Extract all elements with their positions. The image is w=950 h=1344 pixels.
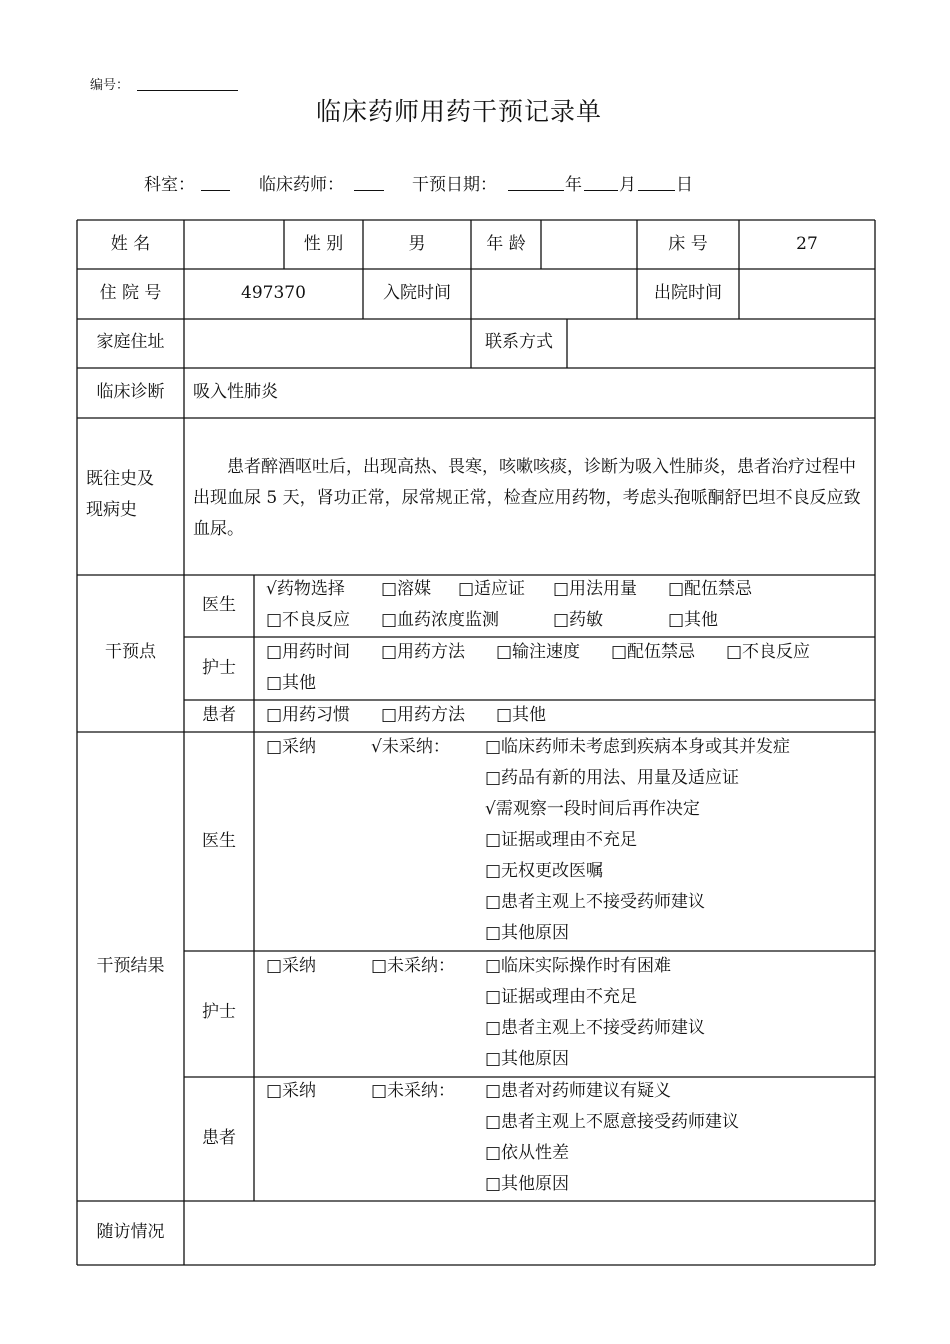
point-drug-selection-checkbox[interactable]: √药物选择 [266,579,345,599]
address-label: 家庭住址 [96,332,165,352]
results-doctor-label: 医生 [202,831,236,851]
department-field[interactable] [201,190,230,191]
date-label: 干预日期： [412,175,497,195]
day-label: 日 [676,175,693,195]
diagnosis-label: 临床诊断 [96,382,165,402]
serial-number-label: 编号： [90,78,130,93]
doctor-not-adopt-checkbox[interactable]: √未采纳： [371,737,450,757]
discharge-time-label: 出院时间 [654,283,722,303]
points-nurse-label: 护士 [202,658,236,678]
nurse-reason-patient-refuse-checkbox[interactable]: □患者主观上不接受药师建议 [485,1018,706,1038]
doctor-reason-evidence-checkbox[interactable]: □证据或理由不充足 [485,830,638,850]
date-year-field[interactable] [508,190,564,191]
patient-adopt-checkbox[interactable]: □采纳 [266,1081,317,1101]
nurse-reason-difficulty-checkbox[interactable]: □临床实际操作时有困难 [485,956,672,976]
intervention-points-label: 干预点 [105,642,156,662]
date-day-field[interactable] [638,190,675,191]
intervention-results-label: 干预结果 [96,956,165,976]
nurse-point-incompatibility-checkbox[interactable]: □配伍禁忌 [611,642,696,662]
doctor-reason-no-authority-checkbox[interactable]: □无权更改医嘱 [485,861,604,881]
history-label-line1: 既往史及 [86,469,154,489]
nurse-reason-other-checkbox[interactable]: □其他原因 [485,1049,570,1069]
pharmacist-field[interactable] [354,190,384,191]
point-other-checkbox[interactable]: □其他 [668,610,719,630]
inpatient-number-label: 住 院 号 [99,283,162,303]
year-label: 年 [565,175,582,195]
nurse-not-adopt-checkbox[interactable]: □未采纳： [371,956,456,976]
point-dosage-checkbox[interactable]: □用法用量 [553,579,638,599]
date-month-field[interactable] [584,190,618,191]
doctor-reason-disease-checkbox[interactable]: □临床药师未考虑到疾病本身或其并发症 [485,737,791,757]
patient-point-method-checkbox[interactable]: □用药方法 [381,705,466,725]
age-label: 年 龄 [486,234,526,254]
nurse-point-adverse-reaction-checkbox[interactable]: □不良反应 [726,642,811,662]
pharmacist-label: 临床药师： [259,175,344,195]
history-text[interactable]: 患者醉酒呕吐后，出现高热、畏寒，咳嗽咳痰，诊断为吸入性肺炎，患者治疗过程中出现血尿 5 天，肾功正常，尿常规正常，检查应用药物，考虑头孢哌酮舒巴坦不良反应致血尿。 [193,457,861,539]
point-blood-concentration-checkbox[interactable]: □血药浓度监测 [381,610,500,630]
bed-value[interactable]: 27 [796,234,818,254]
point-incompatibility-checkbox[interactable]: □配伍禁忌 [668,579,753,599]
sex-value[interactable]: 男 [408,234,426,254]
doctor-adopt-checkbox[interactable]: □采纳 [266,737,317,757]
contact-label: 联系方式 [485,332,553,352]
serial-number-field[interactable] [137,90,238,91]
doctor-reason-observe-checkbox[interactable]: √需观察一段时间后再作决定 [485,799,700,819]
history-label-line2: 现病史 [86,500,137,520]
inpatient-number-value[interactable]: 497370 [241,283,306,303]
points-doctor-label: 医生 [202,595,236,615]
patient-point-other-checkbox[interactable]: □其他 [496,705,547,725]
admission-time-label: 入院时间 [383,283,451,303]
department-label: 科室： [144,175,195,195]
bed-label: 床 号 [668,234,708,254]
nurse-reason-evidence-checkbox[interactable]: □证据或理由不充足 [485,987,638,1007]
nurse-point-other-checkbox[interactable]: □其他 [266,673,317,693]
diagnosis-value[interactable]: 吸入性肺炎 [193,382,278,402]
patient-reason-unwilling-checkbox[interactable]: □患者主观上不愿意接受药师建议 [485,1112,740,1132]
point-adverse-reaction-checkbox[interactable]: □不良反应 [266,610,351,630]
results-patient-label: 患者 [202,1128,236,1148]
name-label: 姓 名 [110,234,151,254]
results-nurse-label: 护士 [202,1002,236,1022]
point-solvent-checkbox[interactable]: □溶媒 [381,579,432,599]
patient-reason-compliance-checkbox[interactable]: □依从性差 [485,1143,570,1163]
patient-reason-other-checkbox[interactable]: □其他原因 [485,1174,570,1194]
nurse-point-timing-checkbox[interactable]: □用药时间 [266,642,351,662]
points-patient-label: 患者 [202,705,236,725]
nurse-point-infusion-rate-checkbox[interactable]: □输注速度 [496,642,581,662]
point-indication-checkbox[interactable]: □适应证 [458,579,526,599]
form-title: 临床药师用药干预记录单 [315,97,602,126]
month-label: 月 [619,175,636,195]
nurse-point-method-checkbox[interactable]: □用药方法 [381,642,466,662]
doctor-reason-patient-refuse-checkbox[interactable]: □患者主观上不接受药师建议 [485,892,706,912]
patient-not-adopt-checkbox[interactable]: □未采纳： [371,1081,456,1101]
doctor-reason-other-checkbox[interactable]: □其他原因 [485,923,570,943]
patient-reason-doubt-checkbox[interactable]: □患者对药师建议有疑义 [485,1081,672,1101]
patient-point-habit-checkbox[interactable]: □用药习惯 [266,705,351,725]
followup-label: 随访情况 [96,1222,165,1242]
nurse-adopt-checkbox[interactable]: □采纳 [266,956,317,976]
doctor-reason-new-usage-checkbox[interactable]: □药品有新的用法、用量及适应证 [485,768,740,788]
sex-label: 性 别 [303,234,344,254]
point-sensitivity-checkbox[interactable]: □药敏 [553,610,604,630]
